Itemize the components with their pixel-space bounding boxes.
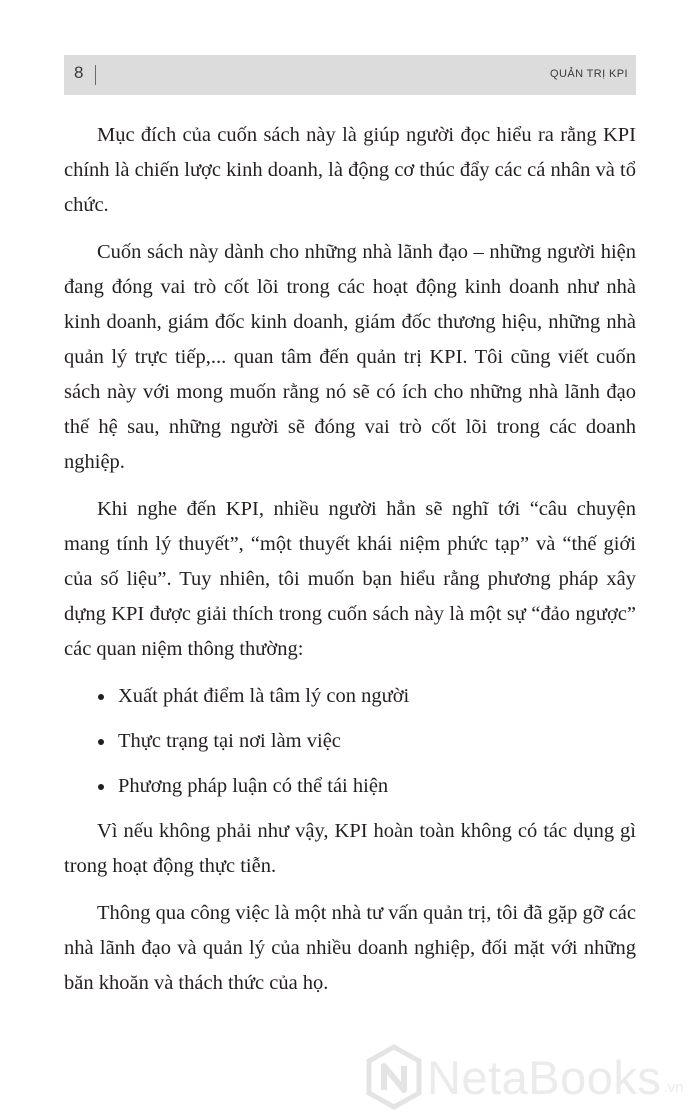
list-item	[64, 724, 636, 759]
body-text	[64, 118, 636, 1013]
page-number: 8	[74, 63, 84, 82]
watermark-domain: .vn	[663, 1079, 684, 1096]
list-item-text: Xuất phát điểm là tâm lý con người	[118, 685, 410, 707]
bullet-icon	[98, 694, 104, 700]
bullet-list	[64, 679, 636, 804]
watermark	[365, 1042, 683, 1112]
bullet-icon	[98, 739, 104, 745]
paragraph: Vì nếu không phải như vậy, KPI hoàn toàn không có tác dụng gì trong hoạt động thực tiễn.	[64, 820, 636, 877]
list-item	[64, 679, 636, 714]
n-hexagon-logo-icon	[365, 1044, 423, 1110]
bullet-icon	[98, 784, 104, 790]
list-item	[64, 769, 636, 804]
list-item-text: Phương pháp luận có thể tái hiện	[118, 775, 389, 797]
paragraph: Cuốn sách này dành cho những nhà lãnh đạo – những người hiện đang đóng vai trò cốt lõi trong các hoạt động kinh doanh như nhà kinh doanh, giám đốc kinh doanh, giám đốc thương hiệu, những nhà quản lý trực tiếp,... quan tâm đến quản trị KPI. Tôi cũng viết cuốn sách này với mong muốn rằng nó sẽ có ích cho những nhà lãnh đạo thế hệ sau, những người sẽ đóng vai trò cốt lõi trong các doanh nghiệp.	[64, 241, 636, 473]
header-divider	[95, 65, 96, 85]
paragraph: Thông qua công việc là một nhà tư vấn quản trị, tôi đã gặp gỡ các nhà lãnh đạo và quản lý của nhiều doanh nghiệp, đối mặt với những băn khoăn và thách thức của họ.	[64, 902, 636, 994]
list-item-text: Thực trạng tại nơi làm việc	[118, 730, 341, 752]
watermark-brand: NetaBooks	[427, 1050, 662, 1104]
running-title: QUẢN TRỊ KPI	[550, 68, 628, 80]
running-header	[64, 55, 636, 95]
paragraph: Mục đích của cuốn sách này là giúp người đọc hiểu ra rằng KPI chính là chiến lược kinh doanh, là động cơ thúc đẩy các cá nhân và tổ chức.	[64, 124, 636, 216]
paragraph: Khi nghe đến KPI, nhiều người hẳn sẽ nghĩ tới “câu chuyện mang tính lý thuyết”, “một thuyết khái niệm phức tạp” và “thế giới của số liệu”. Tuy nhiên, tôi muốn bạn hiểu rằng phương pháp xây dựng KPI được giải thích trong cuốn sách này là một sự “đảo ngược” các quan niệm thông thường:	[64, 498, 636, 660]
